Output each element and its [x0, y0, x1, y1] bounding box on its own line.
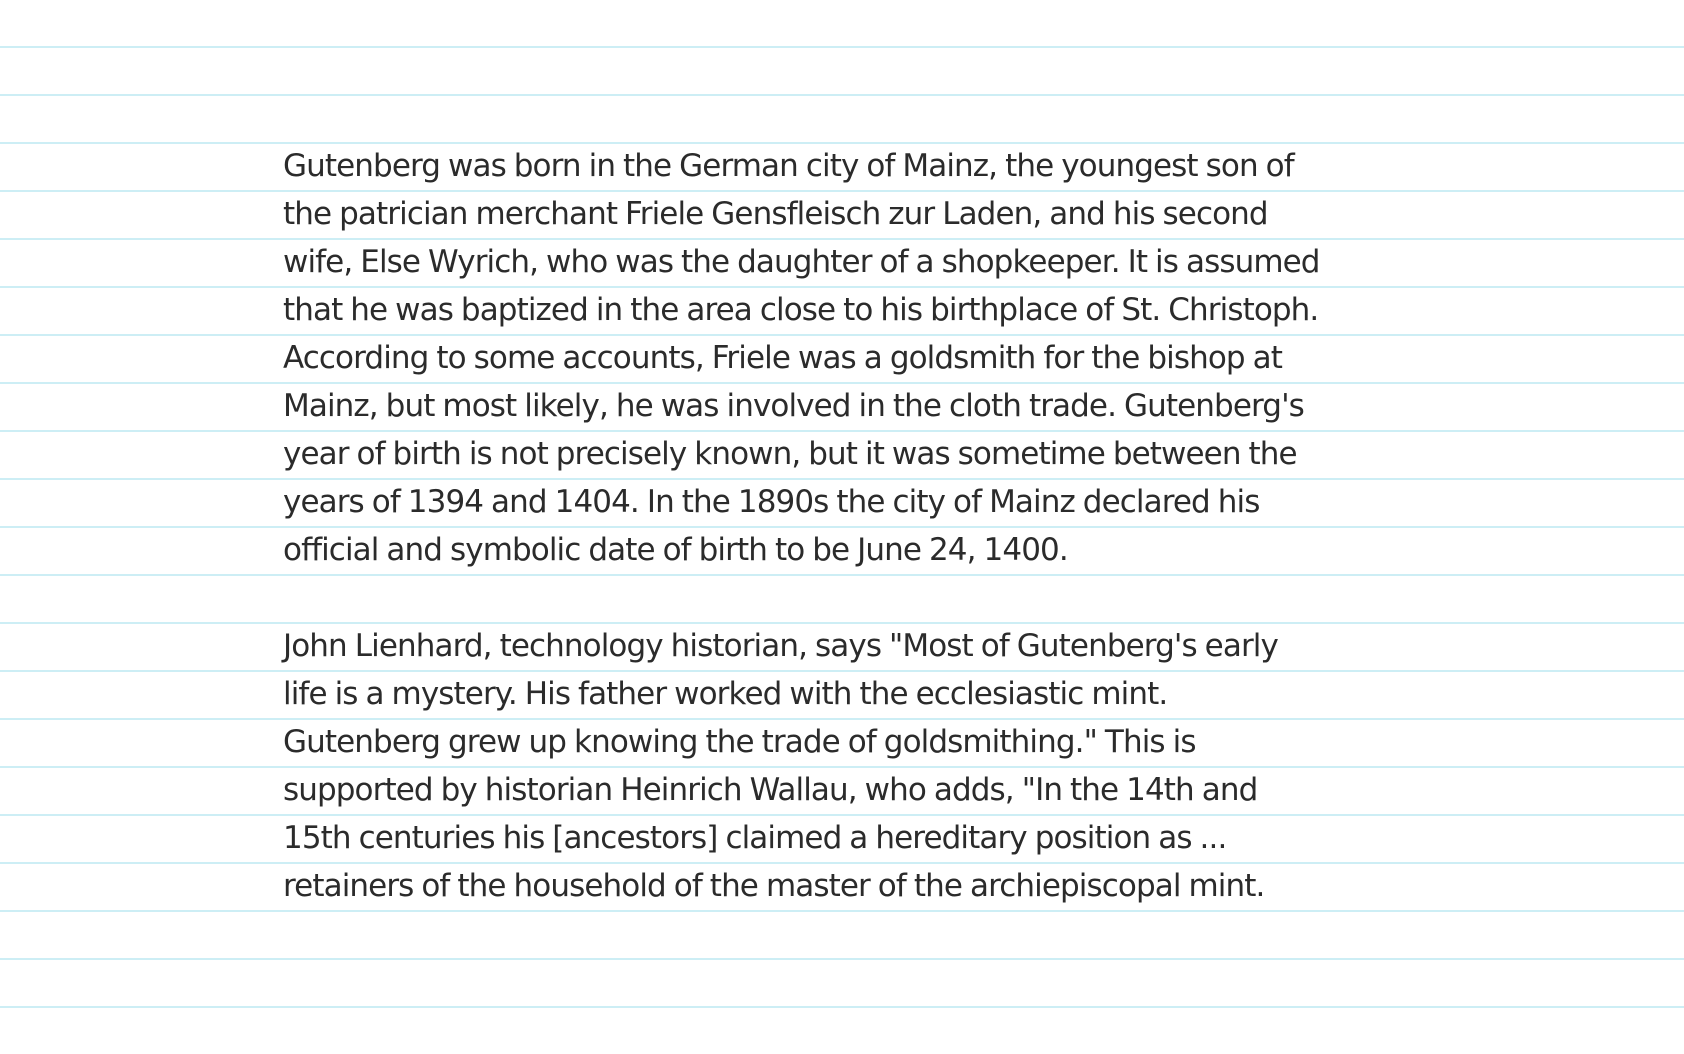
paragraph-spacer [283, 574, 1413, 622]
paragraph-1-line: years of 1394 and 1404. In the 1890s the city of Mainz declared his [283, 484, 1260, 520]
paragraph-1-line: wife, Else Wyrich, who was the daughter of a shopkeeper. It is assumed [283, 244, 1320, 280]
paragraph-2-line: Gutenberg grew up knowing the trade of goldsmithing." This is [283, 724, 1196, 760]
paragraph-1-line: According to some accounts, Friele was a goldsmith for the bishop at [283, 340, 1283, 376]
paragraph-1-line: Mainz, but most likely, he was involved in the cloth trade. Gutenberg's [283, 388, 1304, 424]
paragraph-1 [283, 142, 1413, 574]
paragraph-1-line: Gutenberg was born in the German city of Mainz, the youngest son of [283, 148, 1294, 184]
paragraph-2-line: life is a mystery. His father worked with the ecclesiastic mint. [283, 676, 1168, 712]
paragraph-2-line: John Lienhard, technology historian, says "Most of Gutenberg's early [283, 628, 1278, 664]
paragraph-2-line: 15th centuries his [ancestors] claimed a hereditary position as ... [283, 820, 1227, 856]
paragraph-1-line: official and symbolic date of birth to be June 24, 1400. [283, 532, 1068, 568]
paragraph-2-line: retainers of the household of the master of the archiepiscopal mint. [283, 868, 1265, 904]
document-text [283, 142, 1413, 910]
paragraph-1-line: year of birth is not precisely known, but it was sometime between the [283, 436, 1297, 472]
paragraph-2-line: supported by historian Heinrich Wallau, who adds, "In the 14th and [283, 772, 1258, 808]
paragraph-2 [283, 622, 1413, 910]
paragraph-1-line: the patrician merchant Friele Gensfleisch zur Laden, and his second [283, 196, 1268, 232]
paragraph-1-line: that he was baptized in the area close to his birthplace of St. Christoph. [283, 292, 1319, 328]
